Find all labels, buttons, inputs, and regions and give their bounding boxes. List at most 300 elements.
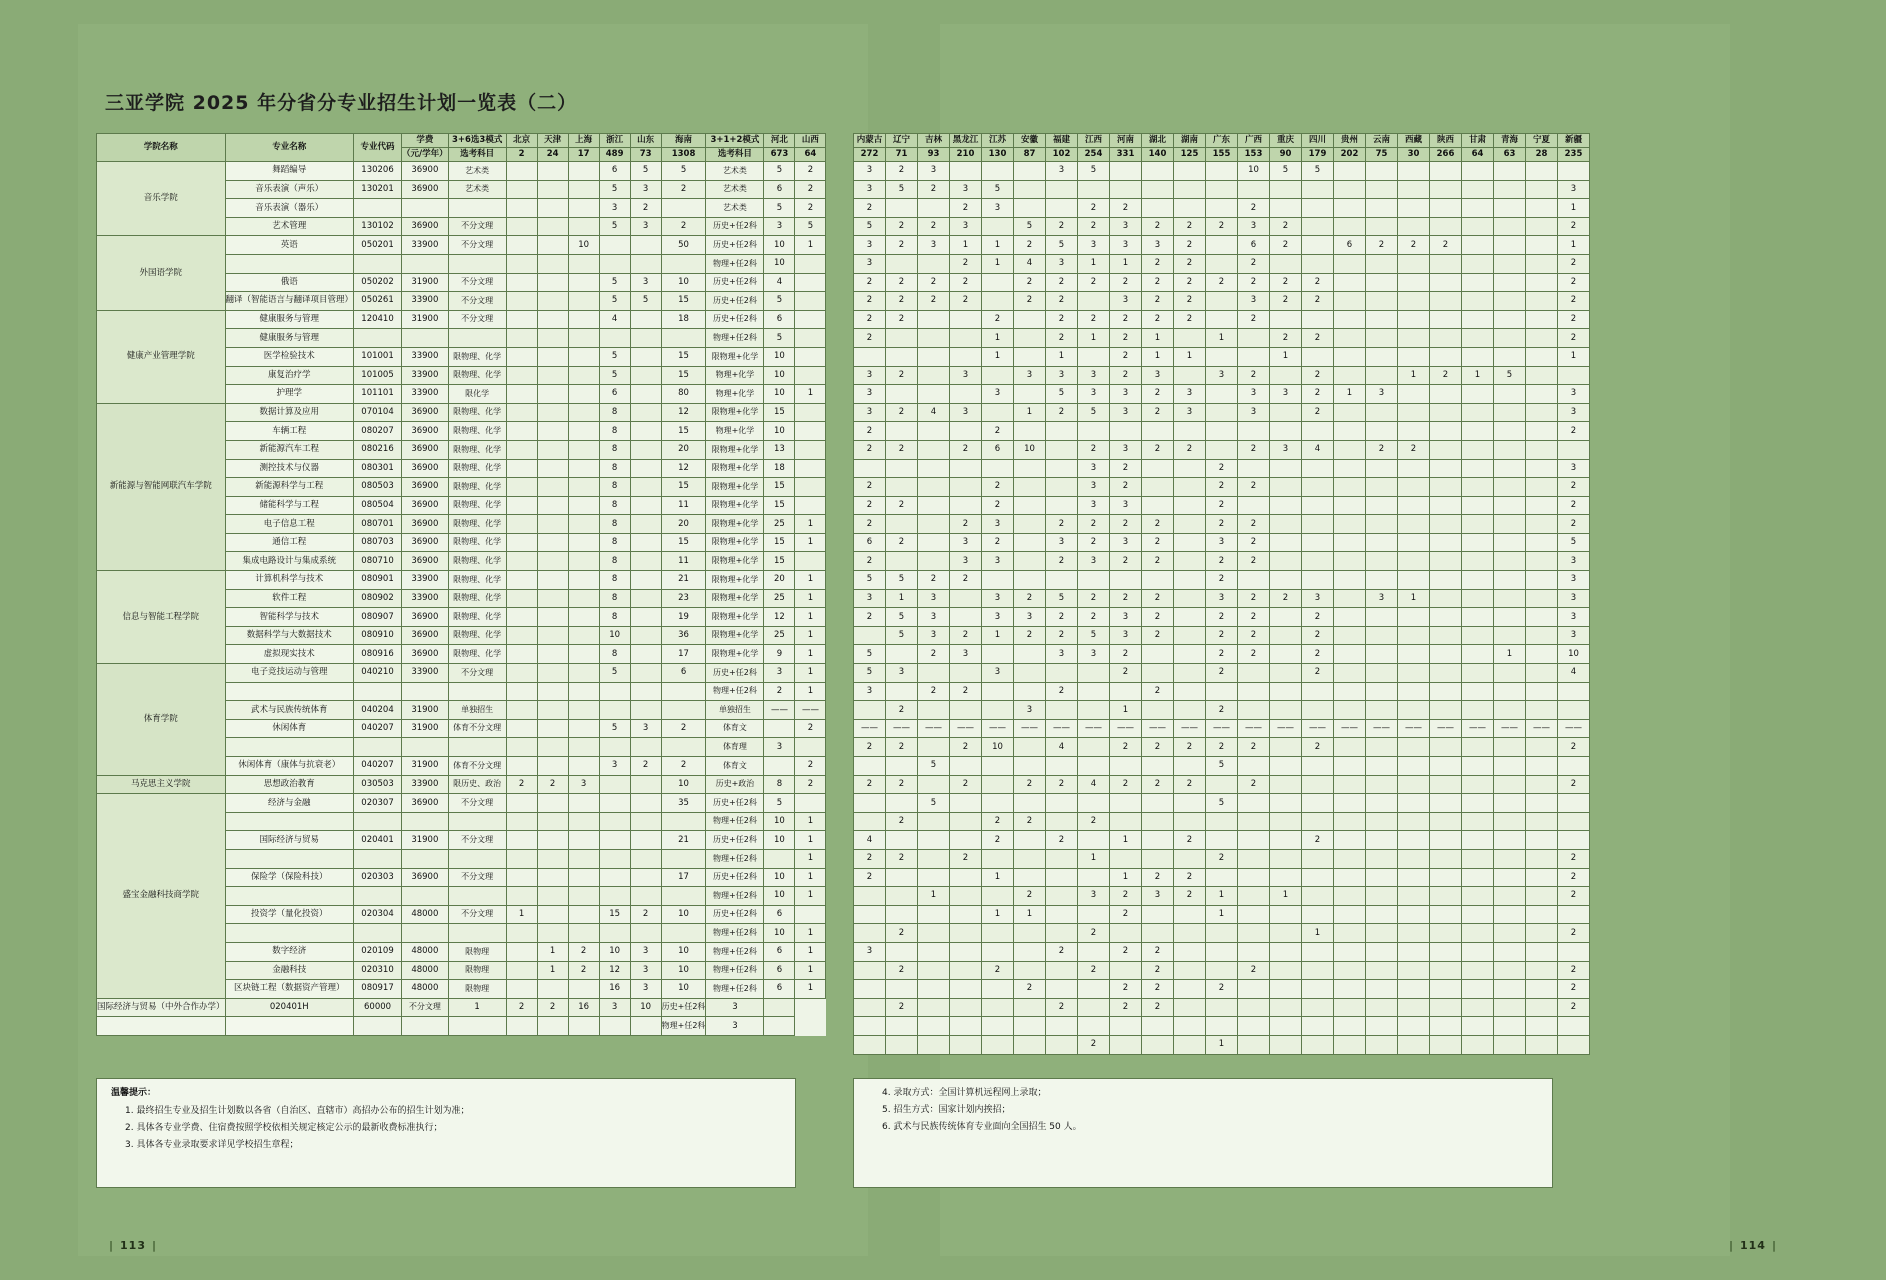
quota-shanghai-cell [568,217,599,236]
quota-hainan-cell: 10 [661,905,706,924]
quota-cell: 5 [1206,794,1238,813]
note-line: 4. 录取方式：全国计算机远程网上录取； [882,1088,1047,1098]
quota-shanghai-cell [568,812,599,831]
major-name-cell: 保险学（保险科技） [225,868,354,887]
quota-cell [1302,849,1334,868]
quota-shanghai-cell [568,608,599,627]
subject-requirement-312-cell: 艺术类 [706,199,764,218]
quota-shanxi-cell: 1 [795,924,826,943]
quota-cell [1366,533,1398,552]
quota-shanghai-cell [568,905,599,924]
subject-requirement-36-cell: 不分文理 [448,310,506,329]
quota-shanxi-cell [764,1017,795,1036]
quota-cell: 2 [1110,515,1142,534]
subject-requirement-36-cell: 限物理 [448,942,506,961]
quota-cell: 2 [1078,812,1110,831]
quota-cell: 2 [1238,961,1270,980]
quota-cell [1046,1017,1078,1036]
quota-cell [1558,366,1590,385]
quota-cell [1526,533,1558,552]
quota-tianjin-cell [537,459,568,478]
quota-cell: 2 [982,831,1014,850]
quota-hebei-cell: 10 [764,254,795,273]
quota-beijing-cell [506,757,537,776]
quota-cell: 3 [982,385,1014,404]
quota-cell [1014,385,1046,404]
quota-cell [1494,254,1526,273]
quota-cell [982,757,1014,776]
quota-beijing-cell [506,626,537,645]
subject-requirement-36-cell: 限历史、政治 [448,775,506,794]
quota-cell [1430,831,1462,850]
quota-shanxi-cell: 1 [795,980,826,999]
quota-cell: 2 [1110,905,1142,924]
province-total: 202 [1334,148,1366,162]
quota-cell [1462,831,1494,850]
quota-cell [886,980,918,999]
table-row [97,236,826,255]
quota-cell [1014,868,1046,887]
subject-requirement-312-cell: 限物理+化学 [706,552,764,571]
quota-beijing-cell: 1 [448,998,506,1017]
quota-cell [1366,645,1398,664]
quota-cell [1494,533,1526,552]
quota-beijing-cell: 1 [506,905,537,924]
quota-cell [1270,738,1302,757]
quota-cell [1366,329,1398,348]
quota-cell [1366,1035,1398,1054]
quota-cell: 3 [1558,626,1590,645]
quota-cell: 2 [1206,459,1238,478]
quota-cell [1366,831,1398,850]
quota-cell [886,478,918,497]
quota-cell [1206,868,1238,887]
quota-cell: 3 [918,626,950,645]
quota-shandong-cell [630,254,661,273]
quota-cell: —— [1014,719,1046,738]
quota-cell [1494,347,1526,366]
quota-cell: 2 [1558,998,1590,1017]
quota-cell [1302,552,1334,571]
folio-bar-left-2: | [152,1239,158,1252]
province-total: 30 [1398,148,1430,162]
quota-cell [1206,831,1238,850]
left-col-header: 浙江 [599,134,630,148]
major-name-cell [225,682,354,701]
quota-cell [918,961,950,980]
quota-shanxi-cell: 2 [795,162,826,181]
quota-shanxi-cell: 2 [795,719,826,738]
subject-requirement-36-cell: 限物理、化学 [448,552,506,571]
quota-cell [982,366,1014,385]
quota-cell [1462,329,1494,348]
quota-cell [1046,664,1078,683]
college-name-cell: 盛宝金融科技商学院 [97,794,226,999]
quota-cell: 2 [1142,385,1174,404]
quota-hebei-cell: 10 [764,366,795,385]
quota-cell [1462,347,1494,366]
major-name-cell: 数据科学与大数据技术 [225,626,354,645]
quota-cell [1334,440,1366,459]
quota-beijing-cell [506,180,537,199]
quota-cell [1078,738,1110,757]
subject-requirement-36-cell: 限物理、化学 [448,366,506,385]
province-header: 湖南 [1174,134,1206,148]
quota-cell: 3 [950,366,982,385]
quota-hebei-cell: 10 [764,831,795,850]
quota-cell [1462,812,1494,831]
quota-cell: 3 [886,664,918,683]
quota-cell: —— [886,719,918,738]
quota-shanghai-cell [568,180,599,199]
quota-cell [1526,849,1558,868]
quota-cell [1270,626,1302,645]
quota-hainan-cell [661,329,706,348]
quota-cell: 2 [1558,980,1590,999]
quota-cell: 4 [1046,738,1078,757]
quota-cell [1430,738,1462,757]
quota-shandong-cell [630,775,661,794]
table-row [854,347,1590,366]
quota-cell [1206,812,1238,831]
tuition-cell [402,887,449,906]
quota-cell [1174,1017,1206,1036]
quota-cell [1014,794,1046,813]
quota-cell: 2 [1238,515,1270,534]
quota-shanghai-cell [568,347,599,366]
major-name-cell [225,738,354,757]
quota-tianjin-cell [537,310,568,329]
quota-cell: 1 [982,236,1014,255]
quota-cell [1046,794,1078,813]
tuition-cell: 36900 [402,478,449,497]
table-row [854,905,1590,924]
quota-beijing-cell [506,980,537,999]
quota-cell: 2 [950,775,982,794]
quota-cell: 1 [1110,831,1142,850]
quota-shanghai-cell [568,533,599,552]
quota-cell: 3 [1558,571,1590,590]
quota-cell [886,682,918,701]
tuition-cell [402,812,449,831]
quota-cell [1494,980,1526,999]
quota-cell: 2 [950,440,982,459]
major-name-cell: 康复治疗学 [225,366,354,385]
quota-cell [1078,1017,1110,1036]
quota-cell [1398,905,1430,924]
quota-hebei-cell [764,757,795,776]
subject-requirement-312-cell: 物理+任2科 [706,961,764,980]
major-name-cell: 健康服务与管理 [225,310,354,329]
quota-cell: 1 [1206,887,1238,906]
province-header: 新疆 [1558,134,1590,148]
quota-cell [886,329,918,348]
quota-hainan-cell: 5 [661,162,706,181]
quota-cell [1398,552,1430,571]
notes-right [853,1078,1553,1188]
quota-cell: 2 [1558,310,1590,329]
table-row [854,180,1590,199]
quota-hainan-cell: 18 [661,310,706,329]
left-col-subheader: 489 [599,148,630,162]
quota-beijing-cell [506,942,537,961]
table-row [97,403,826,422]
table-row [854,236,1590,255]
major-name-cell: 数字经济 [225,942,354,961]
quota-cell [1206,440,1238,459]
quota-cell [1078,682,1110,701]
quota-cell: 2 [1206,849,1238,868]
quota-cell [1238,998,1270,1017]
quota-cell [1526,180,1558,199]
quota-cell [1398,757,1430,776]
quota-hebei-cell: 3 [706,998,764,1017]
quota-cell [1494,701,1526,720]
quota-cell: 2 [886,738,918,757]
quota-cell: 2 [1014,980,1046,999]
tuition-cell [402,329,449,348]
quota-cell: 3 [1558,552,1590,571]
quota-cell [1526,496,1558,515]
quota-cell [1526,608,1558,627]
quota-shanxi-cell [764,998,795,1017]
quota-shanxi-cell [795,738,826,757]
quota-cell: 3 [982,515,1014,534]
quota-cell [1494,924,1526,943]
quota-cell: 2 [1046,552,1078,571]
quota-cell: 1 [1206,329,1238,348]
quota-cell: 3 [1014,701,1046,720]
left-col-header: 专业名称 [225,134,354,162]
quota-cell: 2 [950,199,982,218]
tuition-cell: 31900 [402,719,449,738]
quota-cell [1398,199,1430,218]
quota-hebei-cell: 13 [764,440,795,459]
quota-cell [1302,980,1334,999]
quota-cell [1398,422,1430,441]
subject-requirement-36-cell: 限物理、化学 [448,626,506,645]
quota-shandong-cell [630,701,661,720]
subject-requirement-36-cell: 限物理、化学 [448,422,506,441]
quota-cell [1206,924,1238,943]
quota-shanxi-cell: 1 [795,961,826,980]
quota-cell: 3 [1046,366,1078,385]
quota-cell [1366,199,1398,218]
quota-hainan-cell [661,812,706,831]
quota-cell [1398,292,1430,311]
quota-cell: 2 [1238,608,1270,627]
quota-cell [918,905,950,924]
quota-shandong-cell [630,366,661,385]
quota-beijing-cell [506,887,537,906]
quota-tianjin-cell: 2 [506,998,537,1017]
quota-cell: 3 [1046,645,1078,664]
major-name-cell: 投资学（量化投资） [225,905,354,924]
major-name-cell: 集成电路设计与集成系统 [225,552,354,571]
quota-cell: —— [1334,719,1366,738]
major-code-cell: 040207 [354,757,402,776]
quota-cell [1302,217,1334,236]
quota-cell: 3 [1206,589,1238,608]
quota-cell [1430,552,1462,571]
quota-cell [1014,552,1046,571]
quota-zhejiang-cell: 3 [599,757,630,776]
quota-cell: 2 [1142,980,1174,999]
quota-cell [918,868,950,887]
major-name-cell [225,849,354,868]
quota-cell [1110,794,1142,813]
quota-cell [1174,608,1206,627]
quota-hainan-cell [661,254,706,273]
quota-cell: —— [1238,719,1270,738]
quota-cell: 1 [1462,366,1494,385]
quota-cell [1270,422,1302,441]
quota-cell [1494,757,1526,776]
quota-cell [1174,329,1206,348]
quota-cell [1078,664,1110,683]
quota-cell [1430,701,1462,720]
quota-cell [1366,626,1398,645]
quota-cell [1302,701,1334,720]
quota-cell [1206,310,1238,329]
quota-cell: 3 [1078,887,1110,906]
quota-tianjin-cell [537,757,568,776]
quota-cell: 2 [1014,626,1046,645]
quota-cell [1334,571,1366,590]
quota-cell: 3 [1238,385,1270,404]
quota-cell: 2 [1142,626,1174,645]
major-code-cell: 020307 [354,794,402,813]
quota-shandong-cell [630,533,661,552]
quota-shandong-cell [630,868,661,887]
province-header: 江西 [1078,134,1110,148]
quota-cell [1526,905,1558,924]
quota-hebei-cell: 15 [764,533,795,552]
table-row [854,459,1590,478]
quota-cell [1334,905,1366,924]
quota-cell [854,998,886,1017]
quota-cell: 2 [1558,849,1590,868]
quota-cell [1078,180,1110,199]
quota-cell: 2 [1110,552,1142,571]
quota-cell [1366,496,1398,515]
quota-hainan-cell: 15 [661,292,706,311]
quota-cell [1110,812,1142,831]
quota-hainan-cell: 2 [661,180,706,199]
major-name-cell: 休闲体育 [225,719,354,738]
quota-cell [1398,273,1430,292]
quota-cell [982,849,1014,868]
quota-cell [1366,1017,1398,1036]
quota-shanxi-cell: 1 [795,533,826,552]
quota-cell [1526,924,1558,943]
province-header: 青海 [1494,134,1526,148]
quota-cell: 1 [1110,254,1142,273]
quota-cell: 3 [982,608,1014,627]
quota-cell: 2 [1270,292,1302,311]
quota-zhejiang-cell: 8 [599,422,630,441]
quota-cell [1078,571,1110,590]
quota-cell: 2 [1110,942,1142,961]
major-code-cell: 080301 [354,459,402,478]
tuition-cell: 31900 [402,757,449,776]
notes-title: 温馨提示： [111,1088,157,1098]
major-code-cell: 101001 [354,347,402,366]
quota-cell: 2 [1558,924,1590,943]
quota-beijing-cell [506,217,537,236]
subject-requirement-36-cell: 体育不分文理 [448,757,506,776]
tuition-cell: 31900 [402,310,449,329]
quota-hebei-cell: 25 [764,589,795,608]
quota-cell [1142,199,1174,218]
quota-tianjin-cell [537,273,568,292]
quota-cell [1526,998,1558,1017]
quota-zhejiang-cell: 8 [599,571,630,590]
quota-shandong-cell [630,329,661,348]
quota-cell: 5 [1046,236,1078,255]
quota-shanxi-cell [795,905,826,924]
quota-cell: 6 [982,440,1014,459]
quota-cell [1174,849,1206,868]
quota-shandong-cell [630,831,661,850]
quota-cell [918,942,950,961]
quota-cell [1334,273,1366,292]
quota-cell [1526,515,1558,534]
quota-beijing-cell [506,310,537,329]
quota-hainan-cell [661,682,706,701]
quota-cell [950,1035,982,1054]
quota-cell: 2 [1206,496,1238,515]
quota-cell [1238,794,1270,813]
quota-beijing-cell [506,478,537,497]
quota-cell [1398,533,1430,552]
quota-cell: 3 [1046,162,1078,181]
quota-cell [1526,868,1558,887]
tuition-cell: 36900 [402,515,449,534]
quota-hebei-cell: 2 [764,682,795,701]
quota-cell: 1 [1142,347,1174,366]
quota-cell [1110,162,1142,181]
province-total: 272 [854,148,886,162]
quota-tianjin-cell [537,533,568,552]
quota-shanxi-cell: 1 [795,626,826,645]
quota-cell [1238,887,1270,906]
quota-cell [918,924,950,943]
quota-cell [1398,180,1430,199]
quota-cell [1494,385,1526,404]
quota-shanxi-cell: 1 [795,664,826,683]
quota-zhejiang-cell [599,236,630,255]
quota-cell [918,831,950,850]
table-row [854,831,1590,850]
quota-cell: 10 [1238,162,1270,181]
quota-cell [1238,664,1270,683]
quota-cell [950,961,982,980]
quota-cell [1334,310,1366,329]
quota-cell [1014,998,1046,1017]
quota-cell [1462,440,1494,459]
quota-cell [1494,217,1526,236]
quota-cell: 1 [1270,347,1302,366]
quota-cell [1302,459,1334,478]
subject-requirement-312-cell: 历史+任2科 [706,794,764,813]
quota-cell [1494,868,1526,887]
quota-cell: 1 [1206,905,1238,924]
quota-hebei-cell: 12 [764,608,795,627]
quota-tianjin-cell [537,849,568,868]
table-row [97,310,826,329]
quota-cell [1174,552,1206,571]
